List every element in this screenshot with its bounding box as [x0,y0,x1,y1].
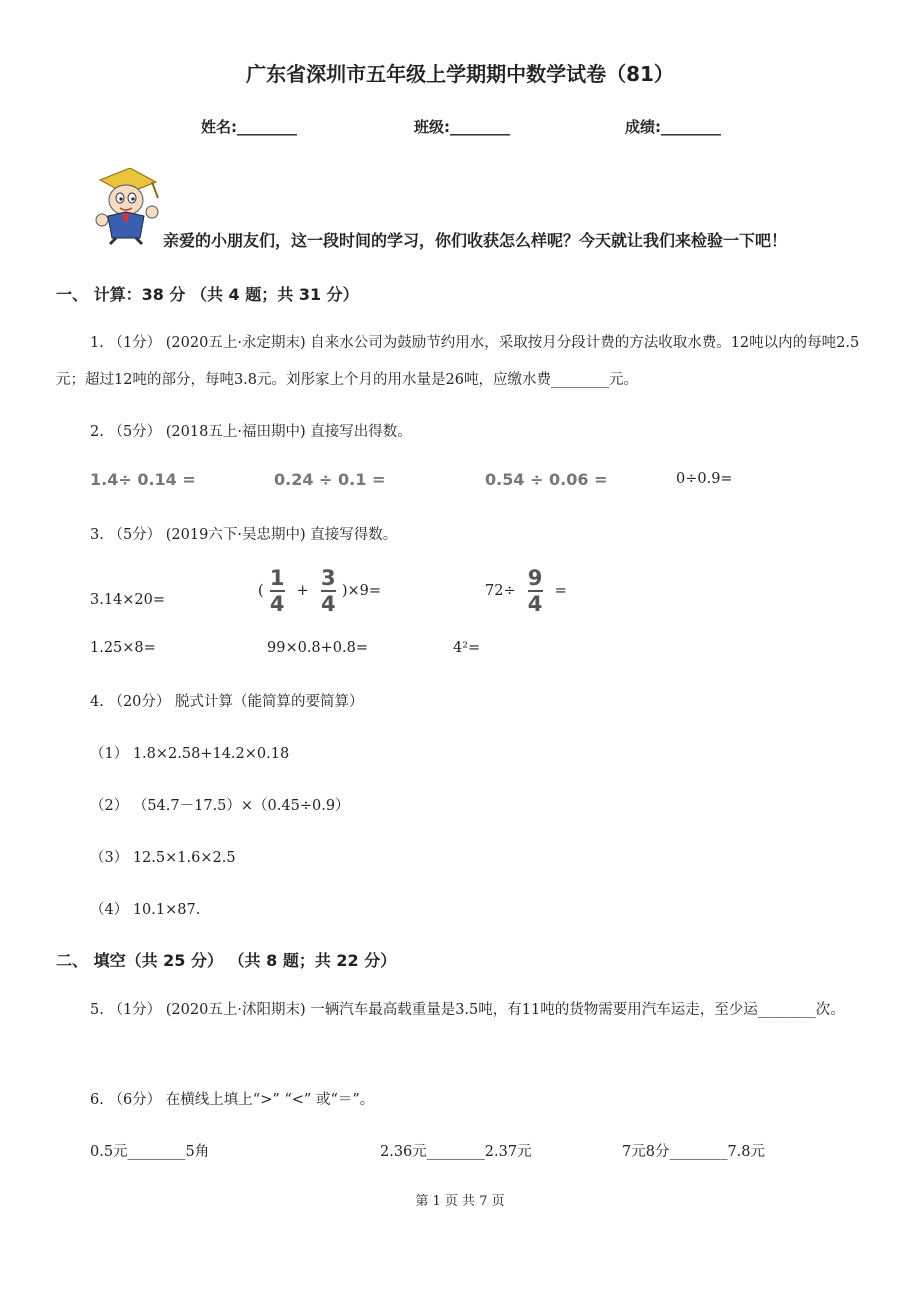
question-2-stem: 2. （5分） (2018五上·福田期中) 直接写出得数。 [90,424,412,440]
q3-item-a: 3.14×20= [90,592,166,608]
q3-b-fraction-1: $\frac{1}{4}$ [269,566,285,616]
q3-item-c [485,565,567,617]
q3-b-open: ( [258,583,264,599]
question-5: 5. （1分） (2020五上·沭阳期末) 一辆汽车最高载重量是3.5吨，有11吨的货物需要用汽车运走，至少运________次。 [90,1002,845,1018]
section-2-heading: 二、 填空（共 25 分） （共 8 题；共 22 分） [56,951,397,970]
q2-item-2: 0.24 ÷ 0.1 = [274,470,386,489]
q3-item-f: 4²= [453,640,481,656]
q3-c-post: = [554,583,567,599]
q4-item-4: （4） 10.1×87. [90,902,201,918]
score-field: 成绩:________ [625,118,721,136]
q3-item-b [258,565,381,617]
q4-item-2: （2） （54.7－17.5）×（0.45÷0.9） [90,798,350,814]
q4-item-1: （1） 1.8×2.58+14.2×0.18 [90,746,290,762]
q3-b-fraction-2: $\frac{3}{4}$ [321,566,336,616]
q6-item-1: 0.5元________5角 [90,1144,210,1160]
q4-item-3: （3） 12.5×1.6×2.5 [90,850,236,866]
name-field: 姓名:________ [201,118,297,136]
question-6-stem: 6. （6分） 在横线上填上“>” “<” 或“＝”。 [90,1092,375,1108]
greeting-text: 亲爱的小朋友们，这一段时间的学习，你们收获怎么样呢？今天就让我们来检验一下吧！ [163,231,788,250]
q3-c-fraction: $\frac{9}{4}$ [527,566,543,616]
question-3-stem: 3. （5分） (2019六下·吴忠期中) 直接写得数。 [90,527,398,543]
question-1: 1. （1分） (2020五上·永定期末) 自来水公司为鼓励节约用水，采取按月分段计费的方法收取水费。12吨以内的每吨2.5元；超过12吨的部分，每吨3.8元。刘彤家上个月的用水量是26吨，应缴水费________元。 [56,335,860,388]
q2-item-4: 0÷0.9= [676,471,733,487]
q6-item-2: 2.36元________2.37元 [380,1144,532,1160]
q3-item-e: 99×0.8+0.8= [267,640,369,656]
mascot-image [90,168,170,246]
q2-item-3: 0.54 ÷ 0.06 = [485,470,608,489]
page-footer: 第 1 页 共 7 页 [415,1194,505,1209]
q3-b-close: )×9= [341,583,382,599]
question-4-stem: 4. （20分） 脱式计算（能简算的要简算） [90,694,364,710]
q3-item-d: 1.25×8= [90,640,156,656]
q3-c-pre: 72÷ [485,583,516,599]
q3-b-plus: + [296,583,309,599]
q2-item-1: 1.4÷ 0.14 = [90,470,196,489]
class-field: 班级:________ [414,118,510,136]
section-1-heading: 一、 计算：38 分 （共 4 题；共 31 分） [56,285,359,304]
q6-item-3: 7元8分________7.8元 [622,1144,766,1160]
page-title: 广东省深圳市五年级上学期期中数学试卷（81） [246,62,674,86]
